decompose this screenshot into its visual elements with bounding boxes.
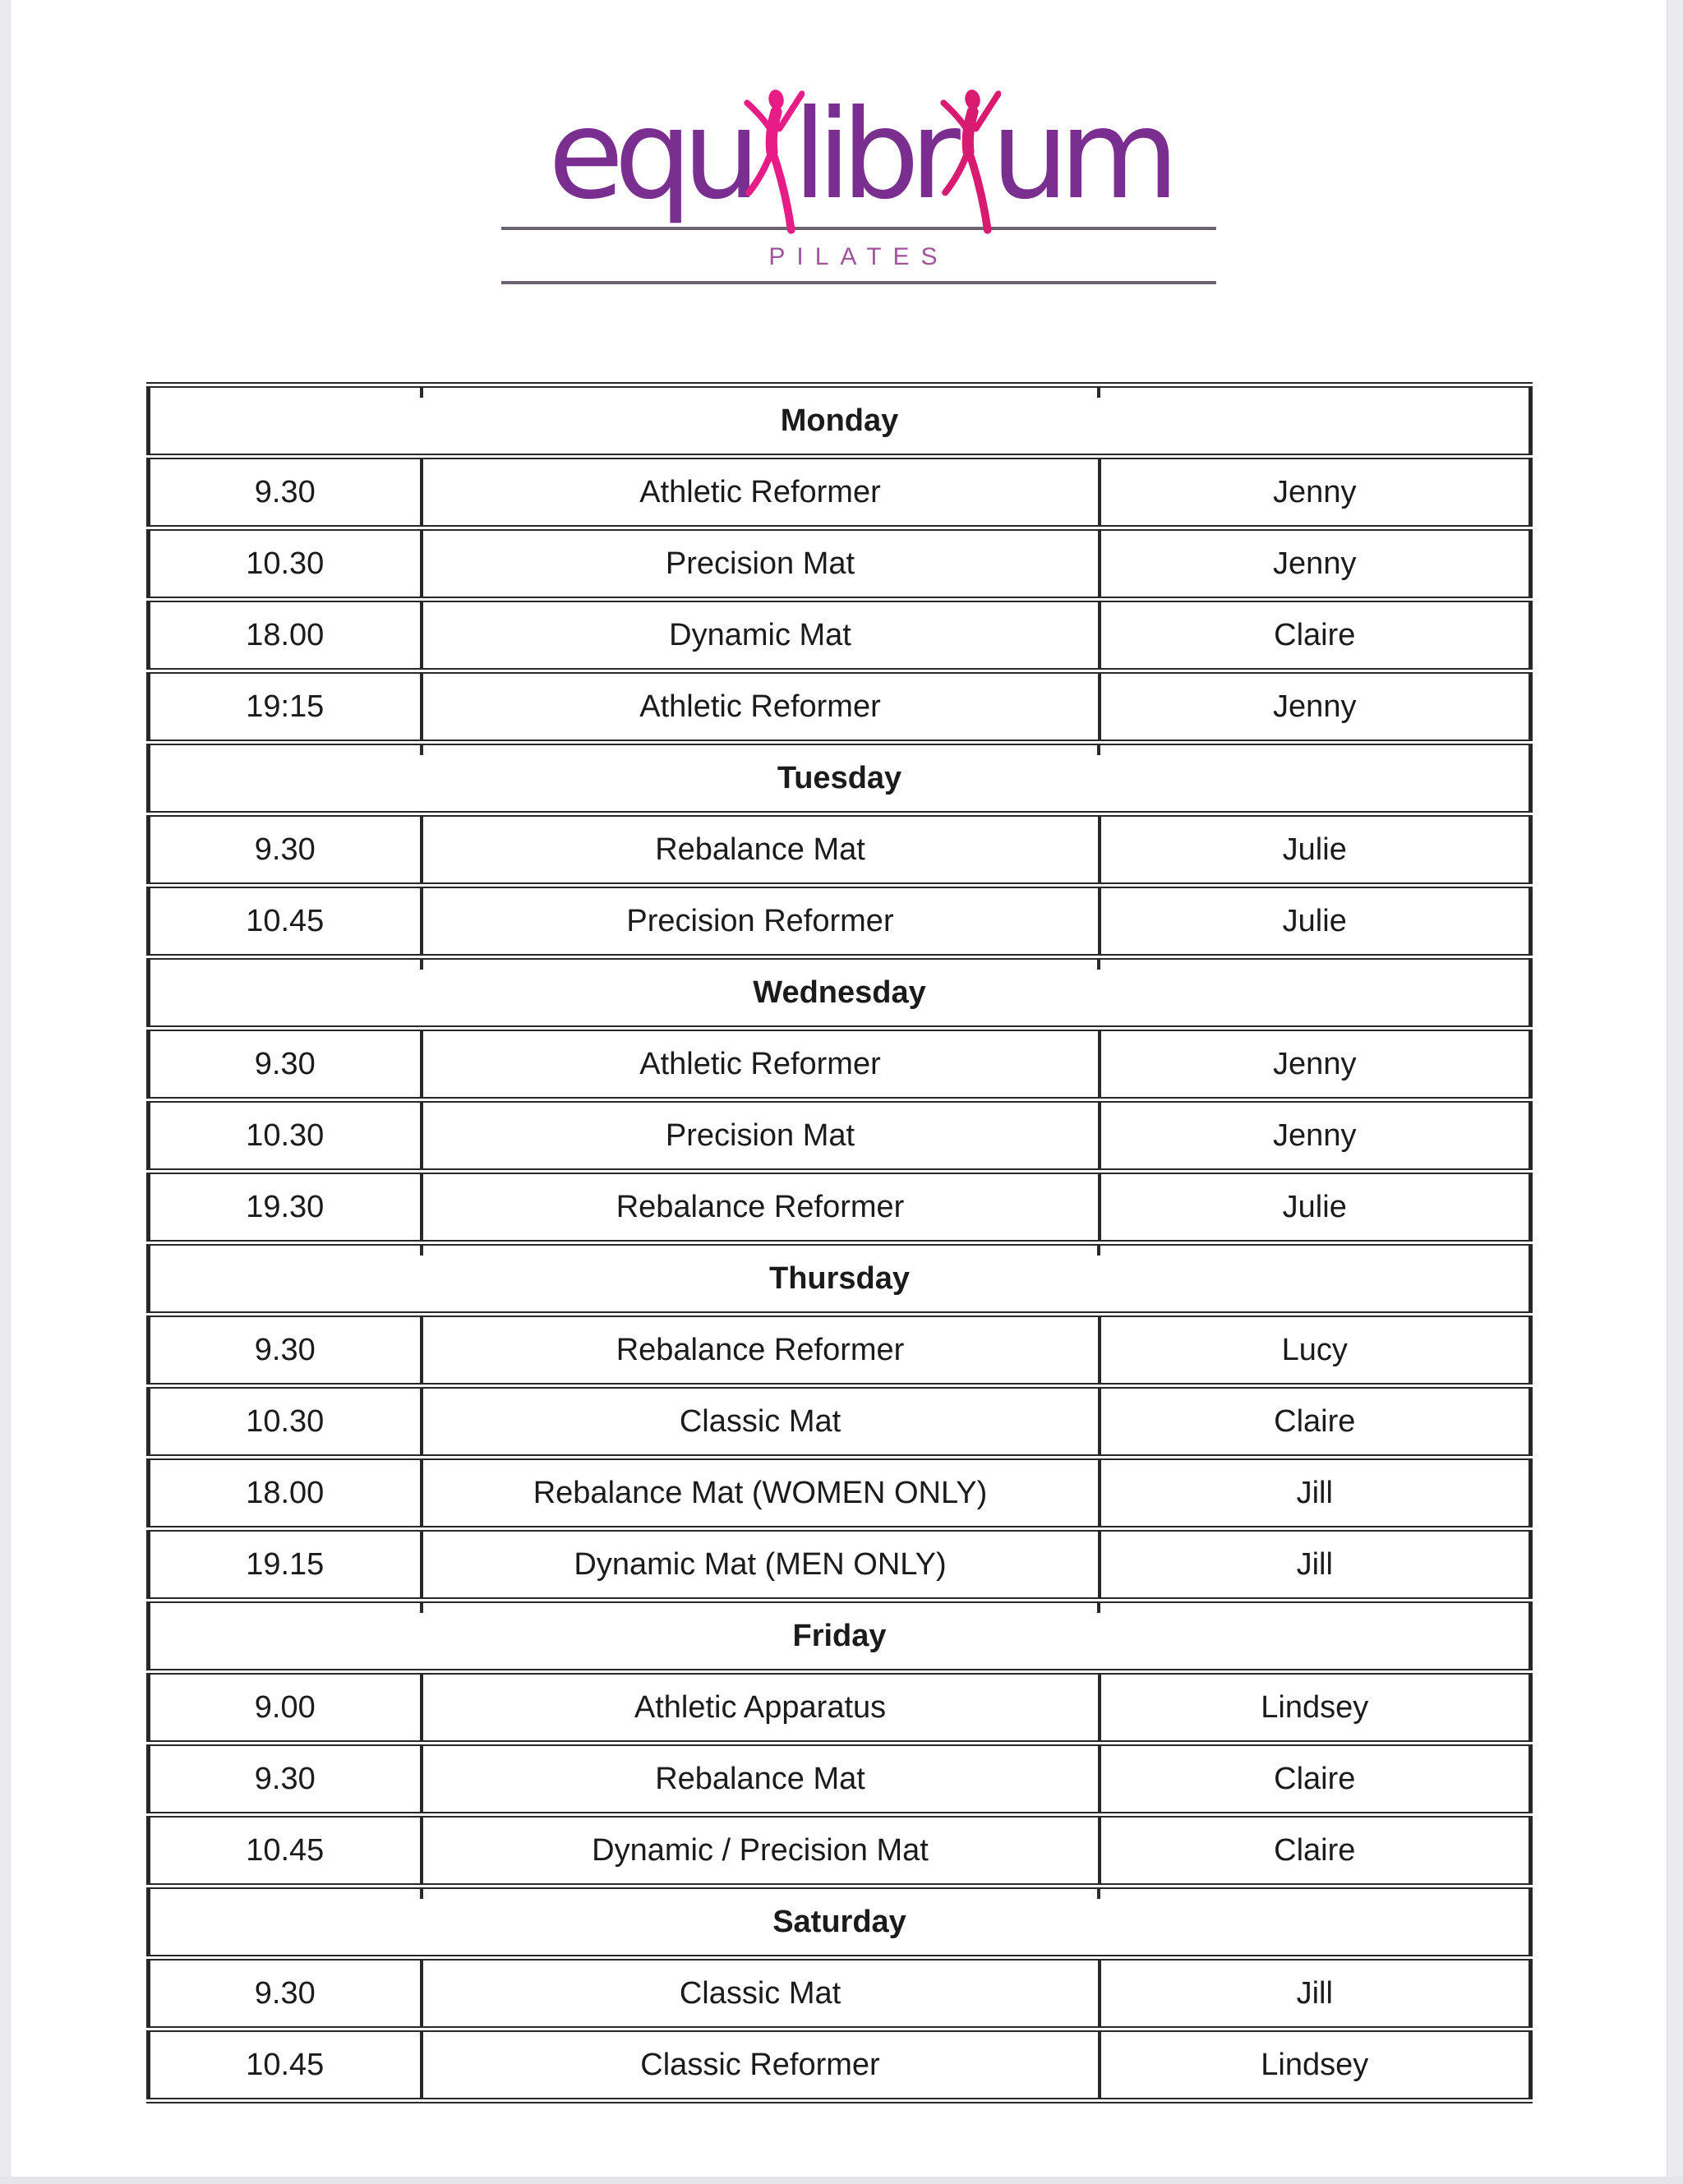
class-time: 9.30 [149, 1744, 422, 1815]
class-time: 9.30 [149, 1315, 422, 1386]
class-name: Classic Mat [422, 1386, 1100, 1458]
wordmark-part-3: um [990, 84, 1169, 227]
class-name: Dynamic / Precision Mat [422, 1815, 1100, 1887]
day-header-friday: Friday [149, 1601, 1531, 1672]
class-instructor: Jenny [1100, 457, 1531, 528]
class-time: 10.30 [149, 1386, 422, 1458]
class-name: Athletic Reformer [422, 457, 1100, 528]
class-instructor: Julie [1100, 814, 1531, 886]
class-time: 10.45 [149, 2030, 422, 2101]
class-time: 9.00 [149, 1672, 422, 1744]
class-row [149, 1315, 1531, 1386]
day-header-tuesday: Tuesday [149, 743, 1531, 814]
page-edge-left [0, 0, 11, 2184]
day-header-row [149, 957, 1531, 1029]
class-time: 10.45 [149, 1815, 422, 1887]
class-instructor: Lindsey [1100, 2030, 1531, 2101]
schedule-table [146, 382, 1533, 2103]
day-header-row [149, 1887, 1531, 1958]
class-instructor: Claire [1100, 1815, 1531, 1887]
class-time: 19.30 [149, 1172, 422, 1243]
class-name: Dynamic Mat (MEN ONLY) [422, 1529, 1100, 1601]
class-instructor: Claire [1100, 1744, 1531, 1815]
class-row [149, 1458, 1531, 1529]
class-name: Rebalance Mat [422, 814, 1100, 886]
class-time: 9.30 [149, 1958, 422, 2030]
class-instructor: Lucy [1100, 1315, 1531, 1386]
class-row [149, 528, 1531, 600]
class-name: Rebalance Reformer [422, 1172, 1100, 1243]
wordmark-part-1: equ [548, 84, 751, 227]
logo-subtitle: PILATES [768, 243, 949, 270]
class-name: Athletic Apparatus [422, 1672, 1100, 1744]
day-header-monday: Monday [149, 385, 1531, 457]
schedule-table-body [149, 385, 1531, 2101]
class-row [149, 600, 1531, 671]
class-name: Rebalance Reformer [422, 1315, 1100, 1386]
class-name: Precision Reformer [422, 886, 1100, 957]
class-name: Classic Mat [422, 1958, 1100, 2030]
class-row [149, 1958, 1531, 2030]
class-instructor: Lindsey [1100, 1672, 1531, 1744]
class-row [149, 814, 1531, 886]
class-time: 10.45 [149, 886, 422, 957]
class-name: Precision Mat [422, 528, 1100, 600]
logo [501, 54, 1216, 284]
day-header-row [149, 1243, 1531, 1315]
class-row [149, 886, 1531, 957]
class-name: Rebalance Mat (WOMEN ONLY) [422, 1458, 1100, 1529]
class-name: Classic Reformer [422, 2030, 1100, 2101]
class-instructor: Claire [1100, 600, 1531, 671]
class-row [149, 1744, 1531, 1815]
logo-divider-line-bottom [501, 281, 1216, 284]
class-time: 18.00 [149, 1458, 422, 1529]
class-time: 18.00 [149, 600, 422, 671]
class-name: Precision Mat [422, 1100, 1100, 1172]
day-header-saturday: Saturday [149, 1887, 1531, 1958]
class-row [149, 2030, 1531, 2101]
class-time: 9.30 [149, 457, 422, 528]
class-instructor: Jill [1100, 1529, 1531, 1601]
wordmark-part-2: libr [792, 84, 951, 227]
day-header-thursday: Thursday [149, 1243, 1531, 1315]
day-header-row [149, 1601, 1531, 1672]
class-row [149, 671, 1531, 743]
class-instructor: Julie [1100, 886, 1531, 957]
class-time: 19.15 [149, 1529, 422, 1601]
class-instructor: Jenny [1100, 1100, 1531, 1172]
class-row [149, 1815, 1531, 1887]
class-instructor: Jenny [1100, 528, 1531, 600]
class-row [149, 1672, 1531, 1744]
class-row [149, 1172, 1531, 1243]
class-instructor: Jill [1100, 1958, 1531, 2030]
class-time: 10.30 [149, 1100, 422, 1172]
class-instructor: Jill [1100, 1458, 1531, 1529]
class-name: Dynamic Mat [422, 600, 1100, 671]
class-name: Athletic Reformer [422, 1029, 1100, 1100]
class-row [149, 1029, 1531, 1100]
day-header-row [149, 385, 1531, 457]
class-name: Rebalance Mat [422, 1744, 1100, 1815]
class-instructor: Julie [1100, 1172, 1531, 1243]
class-instructor: Claire [1100, 1386, 1531, 1458]
class-row [149, 1386, 1531, 1458]
day-header-row [149, 743, 1531, 814]
class-time: 9.30 [149, 814, 422, 886]
class-time: 10.30 [149, 528, 422, 600]
page-edge-right [1667, 0, 1683, 2184]
logo-wordmark [501, 54, 1216, 227]
class-name: Athletic Reformer [422, 671, 1100, 743]
class-row [149, 1529, 1531, 1601]
class-row [149, 1100, 1531, 1172]
class-row [149, 457, 1531, 528]
day-header-wednesday: Wednesday [149, 957, 1531, 1029]
class-instructor: Jenny [1100, 1029, 1531, 1100]
page-edge-bottom [0, 2177, 1683, 2184]
class-time: 9.30 [149, 1029, 422, 1100]
class-instructor: Jenny [1100, 671, 1531, 743]
class-time: 19:15 [149, 671, 422, 743]
